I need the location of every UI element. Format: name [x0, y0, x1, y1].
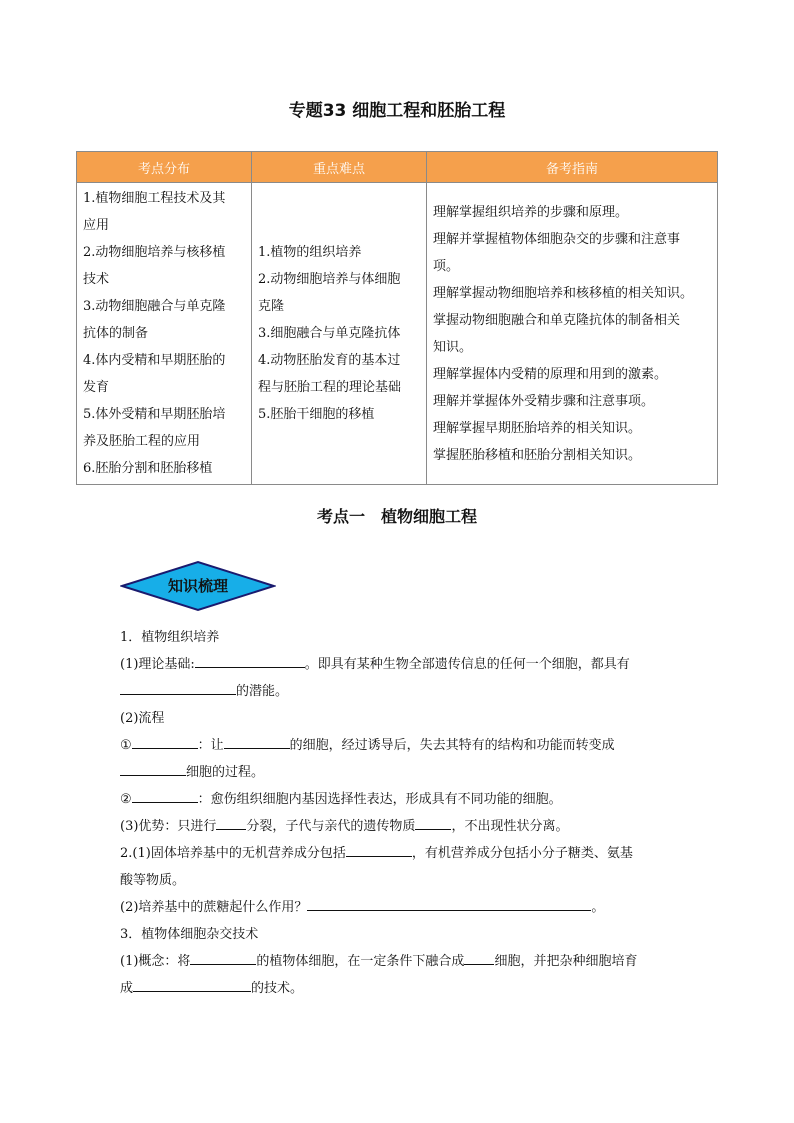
list-item: 应用	[83, 218, 110, 233]
list-item: 5.胚胎干细胞的移植	[258, 407, 375, 422]
exam-points-cell	[77, 183, 252, 485]
list-item: 6.胚胎分割和胚胎移植	[83, 461, 213, 476]
paragraph-line: 2.(1)固体培养基中的无机营养成分包括 ，有机营养成分包括小分子糖类、氨基	[120, 840, 690, 867]
list-item: 养及胚胎工程的应用	[83, 434, 201, 449]
fill-blank[interactable]	[133, 977, 251, 992]
header-key-difficulties: 重点难点	[252, 152, 427, 183]
list-item: 知识。	[433, 339, 473, 355]
list-item: 理解掌握早期胚胎培养的相关知识。	[433, 420, 642, 436]
list-item: 理解并掌握植物体细胞杂交的步骤和注意事	[433, 231, 681, 247]
table-header-row	[77, 152, 718, 183]
paragraph-line: (2)流程	[120, 711, 165, 726]
list-item: 5.体外受精和早期胚胎培	[83, 407, 226, 422]
list-item: 1.植物的组织培养	[258, 245, 362, 260]
list-item: 克隆	[258, 299, 285, 314]
list-item: 3.细胞融合与单克隆抗体	[258, 326, 401, 341]
paragraph-line: ① ：让 的细胞，经过诱导后，失去其特有的结构和功能而转变成	[120, 732, 690, 759]
list-item: 掌握动物细胞融合和单克隆抗体的制备相关	[433, 312, 681, 328]
subsection-heading: 1．植物组织培养	[120, 630, 220, 645]
list-item: 理解掌握动物细胞培养和核移植的相关知识。	[433, 285, 694, 301]
list-item: 掌握胚胎移植和胚胎分割相关知识。	[433, 447, 642, 463]
paragraph-line: (1)理论基础: 。即具有某种生物全部遗传信息的任何一个细胞，都具有	[120, 651, 690, 678]
fill-blank[interactable]	[464, 950, 494, 965]
paragraph-line: ② ：愈伤组织细胞内基因选择性表达，形成具有不同功能的细胞。	[120, 786, 690, 813]
fill-blank[interactable]	[415, 815, 451, 830]
fill-blank[interactable]	[216, 815, 246, 830]
paragraph-line: 细胞的过程。	[120, 759, 690, 786]
paragraph-line: 的潜能。	[120, 678, 690, 705]
list-item: 技术	[83, 272, 110, 287]
paragraph-line: (3)优势：只进行 分裂，子代与亲代的遗传物质 ，不出现性状分离。	[120, 813, 690, 840]
fill-blank[interactable]	[307, 896, 591, 911]
fill-blank[interactable]	[132, 788, 198, 803]
fill-blank[interactable]	[120, 761, 186, 776]
fill-blank[interactable]	[346, 842, 412, 857]
list-item: 发育	[83, 380, 110, 395]
list-item: 2.动物细胞培养与体细胞	[258, 272, 401, 287]
list-item: 理解掌握组织培养的步骤和原理。	[433, 204, 629, 220]
fill-blank[interactable]	[120, 680, 236, 695]
page-title: 专题33 细胞工程和胚胎工程	[288, 101, 506, 121]
list-item: 2.动物细胞培养与核移植	[83, 245, 226, 260]
list-item: 项。	[433, 258, 460, 274]
fill-blank[interactable]	[224, 734, 290, 749]
study-guide-cell	[427, 183, 718, 485]
paragraph-line: 成 的技术。	[120, 975, 690, 1002]
key-difficulties-cell	[252, 183, 427, 485]
table-row	[77, 183, 718, 485]
list-item: 抗体的制备	[83, 326, 149, 341]
header-exam-points: 考点分布	[77, 152, 252, 183]
section-title: 考点一 植物细胞工程	[316, 507, 477, 526]
list-item: 程与胚胎工程的理论基础	[258, 380, 402, 395]
knowledge-badge-label: 知识梳理	[167, 577, 228, 595]
exam-plan-table	[76, 151, 718, 485]
header-study-guide: 备考指南	[427, 152, 718, 183]
paragraph-line: 酸等物质。	[120, 873, 186, 888]
subsection-heading: 3．植物体细胞杂交技术	[120, 927, 259, 942]
list-item: 4.体内受精和早期胚胎的	[83, 353, 226, 368]
content-body	[120, 624, 690, 1002]
fill-blank[interactable]	[132, 734, 198, 749]
fill-blank[interactable]	[190, 950, 256, 965]
paragraph-line: (1)概念：将 的植物体细胞，在一定条件下融合成 细胞，并把杂种细胞培育	[120, 948, 690, 975]
list-item: 4.动物胚胎发育的基本过	[258, 353, 401, 368]
paragraph-line: (2)培养基中的蔗糖起什么作用？ 。	[120, 894, 690, 921]
list-item: 理解并掌握体外受精步骤和注意事项。	[433, 393, 655, 409]
list-item: 理解掌握体内受精的原理和用到的激素。	[433, 366, 668, 382]
fill-blank[interactable]	[195, 653, 305, 668]
list-item: 3.动物细胞融合与单克隆	[83, 299, 226, 314]
list-item: 1.植物细胞工程技术及其	[83, 191, 226, 206]
